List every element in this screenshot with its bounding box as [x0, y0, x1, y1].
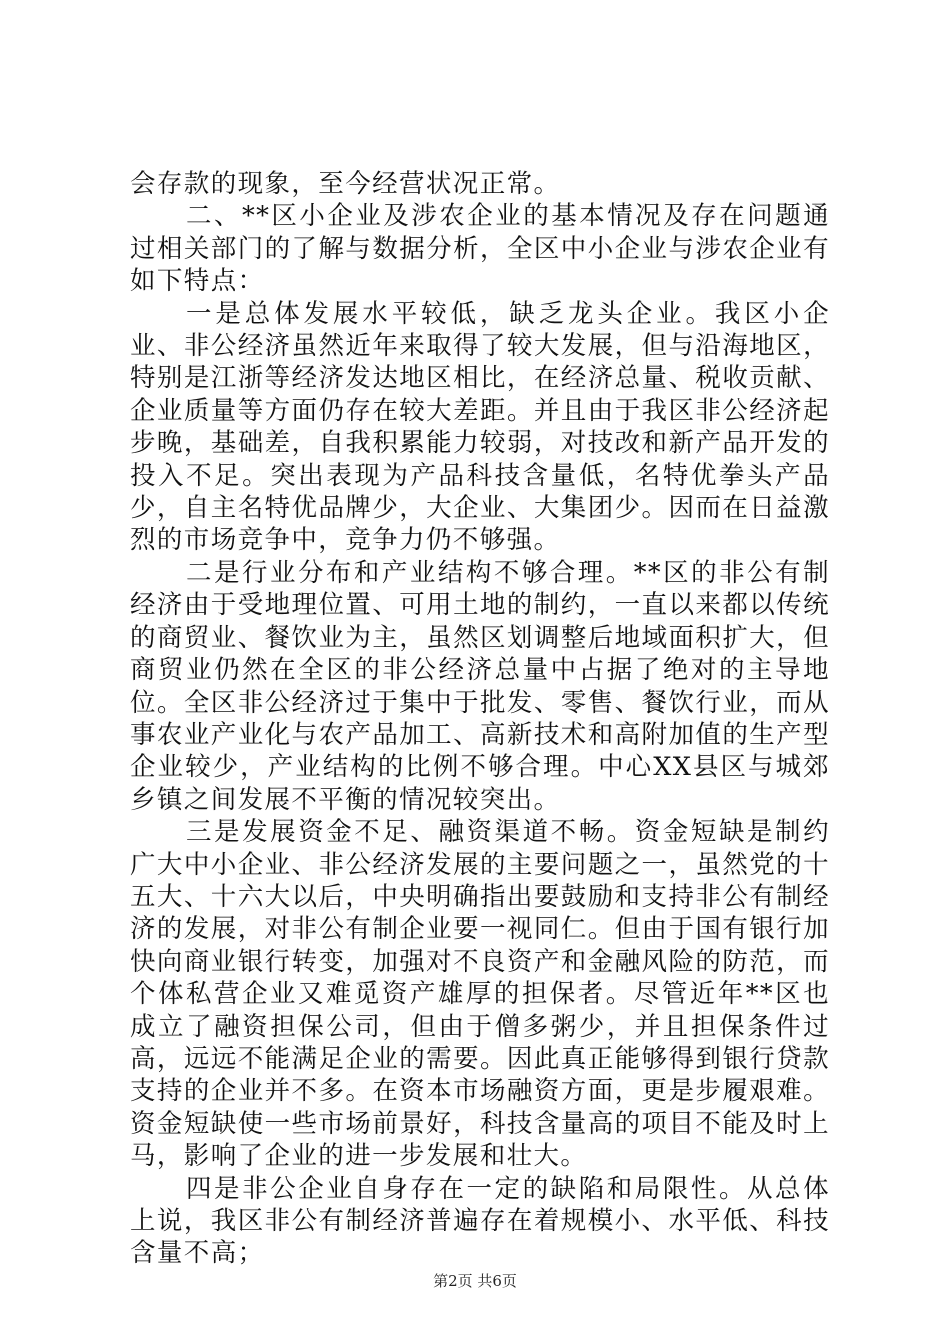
- paragraph-point-four: 四是非公企业自身存在一定的缺陷和局限性。从总体上说，我区非公有制经济普遍存在着规模小、水平低、科技含量不高；: [130, 1173, 830, 1269]
- paragraph-point-one: 一是总体发展水平较低，缺乏龙头企业。我区小企业、非公经济虽然近年来取得了较大发展，但与沿海地区，特别是江浙等经济发达地区相比，在经济总量、税收贡献、企业质量等方面仍存在较大差距。并且由于我区非公经济起步晚，基础差，自我积累能力较弱，对技改和新产品开发的投入不足。突出表现为产品科技含量低，名特优拳头产品少，自主名特优品牌少，大企业、大集团少。因而在日益激烈的市场竞争中，竞争力仍不够强。: [130, 298, 830, 556]
- paragraph-point-three: 三是发展资金不足、融资渠道不畅。资金短缺是制约广大中小企业、非公经济发展的主要问题之一，虽然党的十五大、十六大以后，中央明确指出要鼓励和支持非公有制经济的发展，对非公有制企业要一视同仁。但由于国有银行加快向商业银行转变，加强对不良资产和金融风险的防范，而个体私营企业又难觅资产雄厚的担保者。尽管近年**区也成立了融资担保公司，但由于僧多粥少，并且担保条件过高，远远不能满足企业的需要。因此真正能够得到银行贷款支持的企业并不多。在资本市场融资方面，更是步履艰难。资金短缺使一些市场前景好，科技含量高的项目不能及时上马，影响了企业的进一步发展和壮大。: [130, 817, 830, 1172]
- page-number-label: 第2页 共6页: [433, 1272, 517, 1290]
- page-footer: [0, 1270, 950, 1291]
- paragraph-continuation: 会存款的现象，至今经营状况正常。: [130, 169, 561, 199]
- document-body: [130, 168, 830, 1270]
- paragraph-section-two-heading: 二、**区小企业及涉农企业的基本情况及存在问题通过相关部门的了解与数据分析，全区中小企业与涉农企业有如下特点：: [130, 201, 830, 297]
- paragraph-point-two: 二是行业分布和产业结构不够合理。**区的非公有制经济由于受地理位置、可用土地的制约，一直以来都以传统的商贸业、餐饮业为主，虽然区划调整后地域面积扩大，但商贸业仍然在全区的非公经济总量中占据了绝对的主导地位。全区非公经济过于集中于批发、零售、餐饮行业，而从事农业产业化与农产品加工、高新技术和高附加值的生产型企业较少，产业结构的比例不够合理。中心XX县区与城郊乡镇之间发展不平衡的情况较突出。: [130, 557, 830, 815]
